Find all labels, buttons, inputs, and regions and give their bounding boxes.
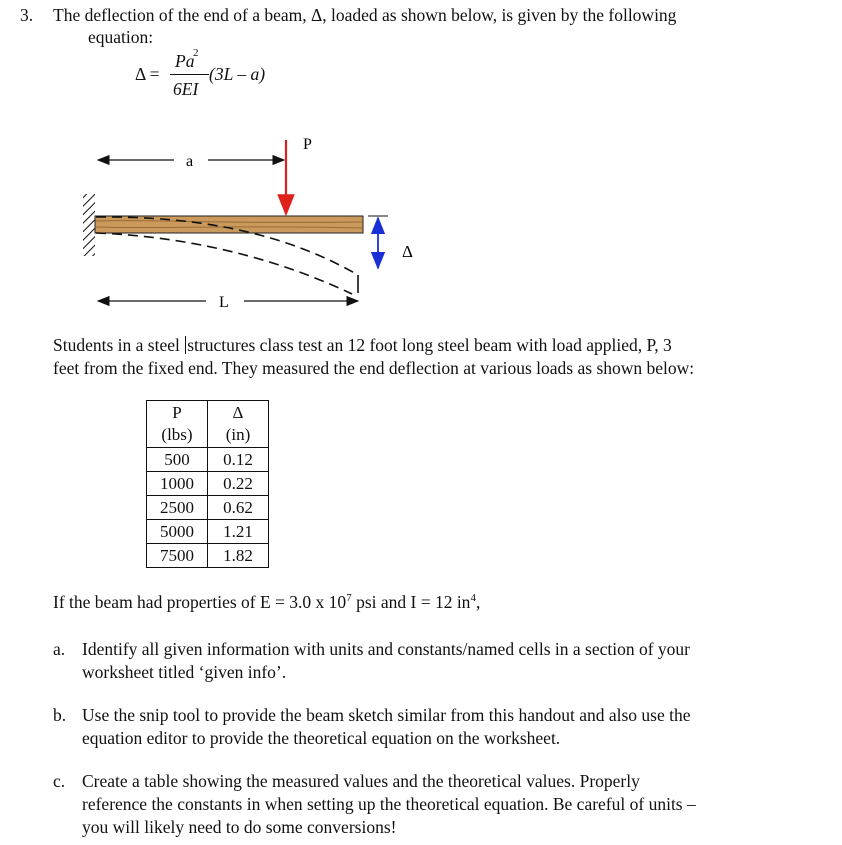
cell-load: 1000 — [147, 472, 208, 496]
task-b-line1: Use the snip tool to provide the beam sketch similar from this handout and also use the — [82, 705, 691, 725]
description-line1-part1: Students in a steel — [53, 335, 185, 355]
task-a-label: a. — [53, 639, 66, 659]
problem-intro-line1: The deflection of the end of a beam, Δ, loaded as shown below, is given by the following — [53, 5, 677, 25]
table-header-row — [147, 401, 269, 448]
label-l: L — [219, 294, 229, 311]
fixed-support — [83, 194, 95, 256]
header-deflection — [208, 401, 269, 448]
deflected-shape-bottom — [96, 233, 352, 294]
label-p: P — [303, 136, 312, 153]
cell-deflection: 1.82 — [208, 544, 269, 568]
equation-lhs: Δ = — [135, 64, 160, 84]
cell-deflection: 0.62 — [208, 496, 269, 520]
header-load-unit: (lbs) — [161, 425, 193, 444]
table-row — [147, 448, 269, 472]
properties-exp2: 4 — [470, 592, 476, 605]
equation-numerator: Pa — [175, 51, 195, 71]
label-a: a — [186, 153, 194, 170]
problem-intro-line2: equation: — [88, 27, 154, 47]
cell-deflection: 1.21 — [208, 520, 269, 544]
table-row — [147, 520, 269, 544]
label-delta: Δ — [402, 242, 413, 261]
table-row — [147, 496, 269, 520]
cell-load: 500 — [147, 448, 208, 472]
task-a-text — [82, 638, 690, 684]
task-c-text — [82, 770, 696, 839]
equation-denominator: 6EI — [173, 79, 199, 99]
cell-load: 7500 — [147, 544, 208, 568]
task-c-line3: you will likely need to do some conversions! — [82, 817, 397, 837]
properties-text2: psi and I = 12 in — [351, 592, 471, 612]
problem-number: 3. — [20, 5, 34, 25]
task-c-line1: Create a table showing the measured values and the theoretical values. Properly — [82, 771, 640, 791]
equation-rest: (3L – a) — [209, 64, 266, 84]
task-a-line2: worksheet titled ‘given info’. — [82, 662, 287, 682]
task-b-text — [82, 704, 691, 750]
properties-text3: , — [475, 592, 481, 612]
cell-load: 5000 — [147, 520, 208, 544]
properties-text1: If the beam had properties of E = 3.0 x 10 — [53, 592, 347, 612]
header-deflection-symbol: Δ — [232, 403, 244, 422]
description-line1 — [53, 334, 694, 357]
task-a-line1: Identify all given information with units and constants/named cells in a section of your — [82, 639, 690, 659]
task-c-label: c. — [53, 771, 66, 791]
measurement-table — [146, 400, 269, 568]
task-b-line2: equation editor to provide the theoretical equation on the worksheet. — [82, 728, 561, 748]
task-c-line2: reference the constants in when setting up the theoretical equation. Be careful of units – — [82, 794, 696, 814]
beam — [95, 216, 363, 233]
beam-properties — [53, 592, 480, 613]
table-row — [147, 472, 269, 496]
task-b-label: b. — [53, 705, 67, 725]
properties-exp1: 7 — [346, 592, 352, 605]
cell-load: 2500 — [147, 496, 208, 520]
cell-deflection: 0.12 — [208, 448, 269, 472]
header-load-symbol: P — [172, 403, 182, 422]
equation-numerator-exponent: 2 — [193, 47, 199, 59]
cell-deflection: 0.22 — [208, 472, 269, 496]
description-line1-part2: structures class test an 12 foot long steel beam with load applied, P, 3 — [187, 335, 672, 355]
description-paragraph — [53, 334, 694, 380]
beam-diagram — [0, 0, 842, 330]
table-row — [147, 544, 269, 568]
header-deflection-unit: (in) — [225, 425, 251, 444]
header-load — [147, 401, 208, 448]
description-line2: feet from the fixed end. They measured the end deflection at various loads as shown below: — [53, 358, 695, 378]
